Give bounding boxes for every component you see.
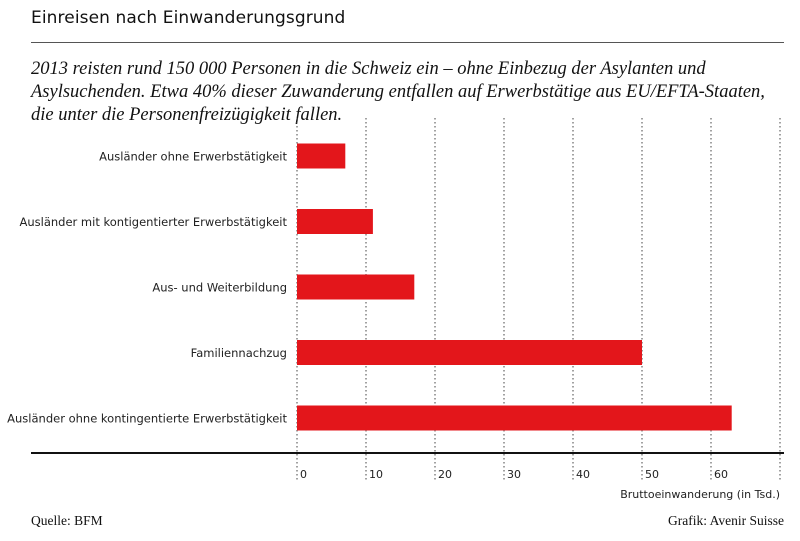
category-label-3: Familiennachzug	[190, 346, 287, 360]
tick-label-40: 40	[576, 468, 590, 481]
tick-label-0: 0	[300, 468, 307, 481]
bar-0	[297, 144, 345, 169]
tick-label-20: 20	[438, 468, 452, 481]
tick-label-60: 60	[714, 468, 728, 481]
tick-label-30: 30	[507, 468, 521, 481]
tick-label-10: 10	[369, 468, 383, 481]
x-axis-label: Bruttoeinwanderung (in Tsd.)	[620, 488, 780, 501]
category-label-4: Ausländer ohne kontingentierte Erwerbstätigkeit	[7, 411, 287, 426]
source-note: Quelle: BFM	[31, 513, 103, 528]
bar-2	[297, 275, 414, 300]
category-label-0: Ausländer ohne Erwerbstätigkeit	[99, 149, 287, 164]
category-label-1: Ausländer mit kontigentierter Erwerbstätigkeit	[19, 215, 287, 229]
chart-title: Einreisen nach Einwanderungsgrund	[31, 8, 346, 28]
bar-1	[297, 209, 373, 234]
chart-subtitle: 2013 reisten rund 150 000 Personen in die Schweiz ein – ohne Einbezug der Asylanten und Asylsuchenden. Etwa 40% dieser Zuwanderung entfallen auf Erwerbstätige aus EU/EFTA-Staaten, die unter die Personenfreizügigkeit fallen.	[31, 59, 765, 125]
bar-3	[297, 340, 642, 365]
credit-note: Grafik: Avenir Suisse	[668, 513, 784, 528]
bar-4	[297, 406, 732, 431]
tick-label-50: 50	[645, 468, 659, 481]
category-label-2: Aus- und Weiterbildung	[152, 280, 287, 295]
